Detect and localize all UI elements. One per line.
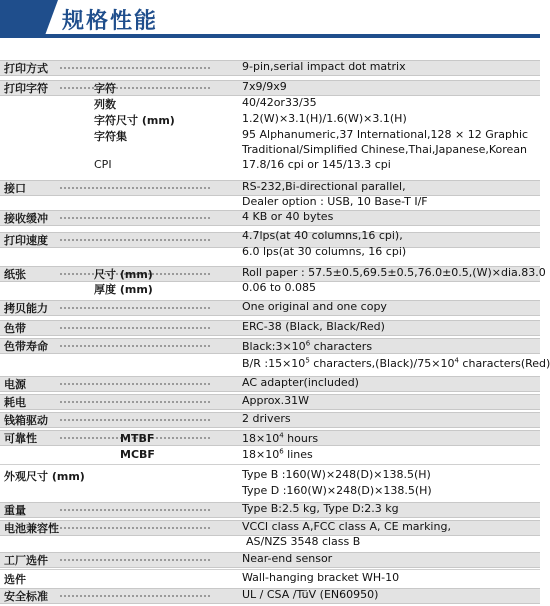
value-dimensions-1: Type B :160(W)×248(D)×138.5(H) [242,468,431,481]
label-char-size: 字符尺寸 (mm) [94,114,175,127]
value-drawer: 2 drivers [242,412,291,425]
label-ribbon-life: 色带寿命 [4,340,48,353]
value-factory-option: Near-end sensor [242,552,333,565]
value-dimensions-2: Type D :160(W)×248(D)×138.5(H) [242,484,432,497]
label-safety: 安全标准 [4,590,48,603]
value-paper-size: Roll paper : 57.5±0.5,69.5±0.5,76.0±0.5,(W)×dia.83.0 [242,266,546,279]
value-ribbon-life-2: B/R $:15\times 10^5$ $characters,(Black)/75\times 10^4$ characters(Red) [242,356,550,370]
label-mtbf: MTBF [120,432,155,445]
value-char: 7x9/9x9 [242,80,287,93]
value-emc-1: VCCI class A,FCC class A, CE marking, [242,520,451,533]
label-print-char: 打印字符 [4,82,48,95]
label-reliability: 可靠性 [4,432,37,445]
label-paper: 纸张 [4,268,26,281]
label-drawer: 钱箱驱动 [4,414,48,427]
label-paper-thickness: 厚度 (mm) [94,283,153,296]
label-cpi: CPI [94,158,112,171]
label-paper-size: 尺寸 (mm) [94,268,153,281]
value-mtbf: $18\times 10^4$ hours [242,431,319,445]
value-consumption: Approx.31W [242,394,310,407]
label-consumption: 耗电 [4,396,26,409]
value-ribbon: ERC-38 (Black, Black/Red) [242,320,385,333]
label-buffer: 接收缓冲 [4,212,48,225]
value-mcbf: $18\times 10^6$ lines [242,447,313,461]
value-char-size: 1.2(W)×3.1(H)/1.6(W)×3.1(H) [242,112,407,125]
label-interface: 接口 [4,182,26,195]
value-cols: 40/42or33/35 [242,96,317,109]
label-cols: 列数 [94,98,116,111]
value-power: AC adapter(included) [242,376,359,389]
value-interface-2: Dealer option : USB, 10 Base-T I/F [242,195,428,208]
section-header [0,0,540,46]
label-mcbf: MCBF [120,448,155,461]
value-option: Wall-hanging bracket WH-10 [242,571,400,584]
row-divider [0,464,540,465]
label-print-method: 打印方式 [4,62,48,75]
value-safety: UL / CSA /TüV (EN60950) [242,588,379,601]
value-speed-1: 4.7lps(at 40 columns,16 cpi), [242,229,403,242]
page-title: 规格性能 [62,9,159,34]
label-copy: 拷贝能力 [4,302,48,315]
label-char: 字符 [94,82,116,95]
label-char-set: 字符集 [94,130,127,143]
value-char-set-2: Traditional/Simplified Chinese,Thai,Japanese,Korean [242,143,528,156]
label-ribbon: 色带 [4,322,26,335]
value-ribbon-life-1: $Black:3\times 10^6$ characters [242,339,373,353]
value-cpi: 17.8/16 cpi or 145/13.3 cpi [242,158,391,171]
value-char-set-1: 95 Alphanumeric,37 International,128 × 12 Graphic [242,128,529,141]
label-dimensions: 外观尺寸 (mm) [4,470,85,483]
value-paper-thickness: 0.06 to 0.085 [242,281,317,294]
label-power: 电源 [4,378,26,391]
label-factory-option: 工厂选件 [4,554,48,567]
value-interface-1: RS-232,Bi-directional parallel, [242,180,406,193]
label-weight: 重量 [4,504,26,517]
header-accent-block [0,0,44,38]
value-emc-2: AS/NZS 3548 class B [246,535,361,548]
value-speed-2: 6.0 lps(at 30 columns, 16 cpi) [242,245,407,258]
label-emc: 电池兼容性 [4,522,59,535]
label-option: 选件 [4,573,26,586]
value-copy: One original and one copy [242,300,387,313]
value-weight: Type B:2.5 kg, Type D:2.3 kg [242,502,399,515]
value-print-method: 9-pin,serial impact dot matrix [242,60,406,73]
value-buffer: 4 KB or 40 bytes [242,210,334,223]
label-speed: 打印速度 [4,234,48,247]
